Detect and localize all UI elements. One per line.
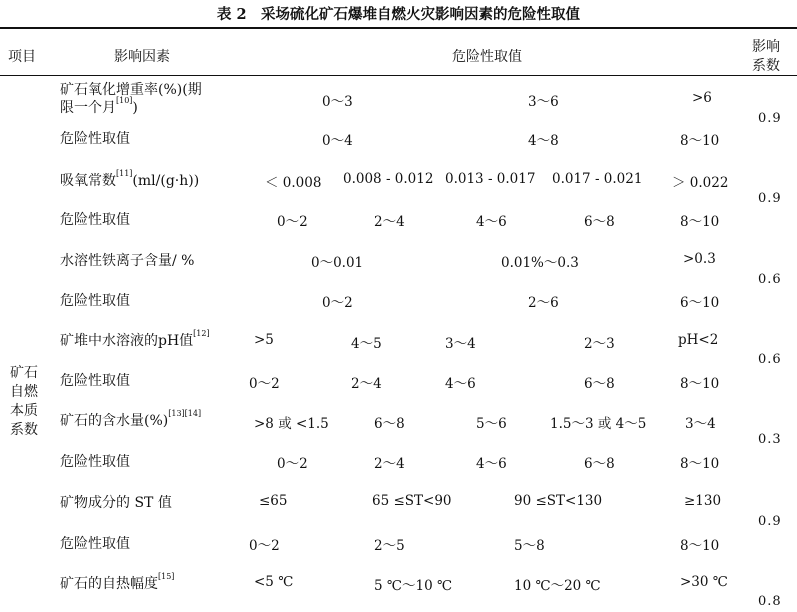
factor-risk-value: 危险性取值 bbox=[60, 212, 130, 228]
value-cell: ≥130 bbox=[684, 493, 722, 509]
value-cell: 2～4 bbox=[351, 376, 382, 392]
coef-value: 0.3 bbox=[758, 432, 782, 447]
value-cell: 0～2 bbox=[249, 538, 280, 554]
value-cell: >6 bbox=[692, 90, 712, 106]
value-cell: 1.5～3 或 4～5 bbox=[550, 416, 647, 432]
coef-value: 0.6 bbox=[758, 272, 782, 287]
header-rule bbox=[0, 75, 797, 76]
value-cell: 0～2 bbox=[322, 295, 353, 311]
value-cell: 2～4 bbox=[374, 456, 405, 472]
factor-self-heating: 矿石的自热幅度[15] bbox=[60, 572, 175, 592]
value-cell: 6～8 bbox=[584, 376, 615, 392]
value-cell: 8～10 bbox=[680, 376, 720, 392]
header-values: 危险性取值 bbox=[452, 49, 522, 65]
coef-value: 0.8 bbox=[758, 594, 782, 609]
value-cell: 6～8 bbox=[584, 456, 615, 472]
value-cell: 0.013 - 0.017 bbox=[445, 171, 536, 187]
value-cell: 4～8 bbox=[528, 133, 559, 149]
value-cell: 2～3 bbox=[584, 336, 615, 352]
value-cell: 90 ≤ST<130 bbox=[514, 493, 603, 509]
item-label-3: 本质 bbox=[10, 403, 38, 419]
factor-risk-value: 危险性取值 bbox=[60, 131, 130, 147]
value-cell: 0～2 bbox=[249, 376, 280, 392]
value-cell: 5～6 bbox=[476, 416, 507, 432]
coef-value: 0.9 bbox=[758, 514, 782, 529]
value-cell: >0.3 bbox=[683, 251, 716, 267]
value-cell: 0～3 bbox=[322, 94, 353, 110]
value-cell: 8～10 bbox=[680, 214, 720, 230]
value-cell: pH<2 bbox=[678, 332, 719, 348]
value-cell: 6～8 bbox=[374, 416, 405, 432]
value-cell: 8～10 bbox=[680, 456, 720, 472]
factor-oxidation-line2: 限一个月[10]) bbox=[60, 96, 138, 116]
value-cell: 0～2 bbox=[277, 456, 308, 472]
factor-moisture: 矿石的含水量(%)[13][14] bbox=[60, 409, 202, 429]
factor-oxygen-absorption: 吸氧常数[11](ml/(g·h)) bbox=[60, 169, 200, 189]
factor-risk-value: 危险性取值 bbox=[60, 293, 130, 309]
value-cell: 5 ℃～10 ℃ bbox=[374, 578, 453, 594]
item-label-2: 自燃 bbox=[10, 384, 38, 400]
value-cell: 2～6 bbox=[528, 295, 559, 311]
value-cell: 0.008 - 0.012 bbox=[343, 171, 434, 187]
value-cell: 4～5 bbox=[351, 336, 382, 352]
value-cell: 4～6 bbox=[476, 214, 507, 230]
value-cell: 6～10 bbox=[680, 295, 720, 311]
value-cell: 0～0.01 bbox=[311, 255, 364, 271]
value-cell: 0.017 - 0.021 bbox=[552, 171, 643, 187]
coef-value: 0.6 bbox=[758, 352, 782, 367]
factor-risk-value: 危险性取值 bbox=[60, 454, 130, 470]
value-cell: >30 ℃ bbox=[680, 574, 728, 590]
value-cell: 6～8 bbox=[584, 214, 615, 230]
value-cell: 2～4 bbox=[374, 214, 405, 230]
item-label-1: 矿石 bbox=[10, 365, 38, 381]
value-cell: 4～6 bbox=[445, 376, 476, 392]
value-cell: 0.01%～0.3 bbox=[501, 255, 579, 271]
value-cell: >5 bbox=[254, 332, 274, 348]
value-cell: 65 ≤ST<90 bbox=[372, 493, 452, 509]
value-cell: 2～5 bbox=[374, 538, 405, 554]
value-cell: 3～4 bbox=[445, 336, 476, 352]
value-cell: 10 ℃～20 ℃ bbox=[514, 578, 601, 594]
factor-risk-value: 危险性取值 bbox=[60, 373, 130, 389]
factor-soluble-iron: 水溶性铁离子含量/ % bbox=[60, 253, 195, 269]
factor-ph-value: 矿堆中水溶液的pH值[12] bbox=[60, 329, 210, 349]
value-cell: 3～4 bbox=[685, 416, 716, 432]
header-coef-line1: 影响 bbox=[752, 39, 780, 55]
coef-value: 0.9 bbox=[758, 191, 782, 206]
table-title: 表 2 采场硫化矿石爆堆自燃火灾影响因素的危险性取值 bbox=[216, 6, 581, 23]
value-cell: ＜ 0.008 bbox=[265, 175, 322, 191]
factor-risk-value: 危险性取值 bbox=[60, 536, 130, 552]
value-cell: 3～6 bbox=[528, 94, 559, 110]
value-cell: 8～10 bbox=[680, 133, 720, 149]
value-cell: ≤65 bbox=[259, 493, 288, 509]
value-cell: 4～6 bbox=[476, 456, 507, 472]
header-item: 项目 bbox=[8, 49, 36, 65]
value-cell: >8 或 <1.5 bbox=[254, 416, 329, 432]
value-cell: ＞ 0.022 bbox=[672, 175, 729, 191]
value-cell: 5～8 bbox=[514, 538, 545, 554]
item-label-4: 系数 bbox=[10, 422, 38, 438]
header-factor: 影响因素 bbox=[114, 49, 170, 65]
value-cell: 0～4 bbox=[322, 133, 353, 149]
factor-st-value: 矿物成分的 ST 值 bbox=[60, 495, 172, 511]
top-rule bbox=[0, 27, 797, 29]
value-cell: <5 ℃ bbox=[254, 574, 294, 590]
factor-oxidation: 矿石氧化增重率(%)(期 bbox=[60, 82, 202, 98]
header-coef-line2: 系数 bbox=[752, 58, 780, 74]
value-cell: 0～2 bbox=[277, 214, 308, 230]
coef-value: 0.9 bbox=[758, 111, 782, 126]
value-cell: 8～10 bbox=[680, 538, 720, 554]
